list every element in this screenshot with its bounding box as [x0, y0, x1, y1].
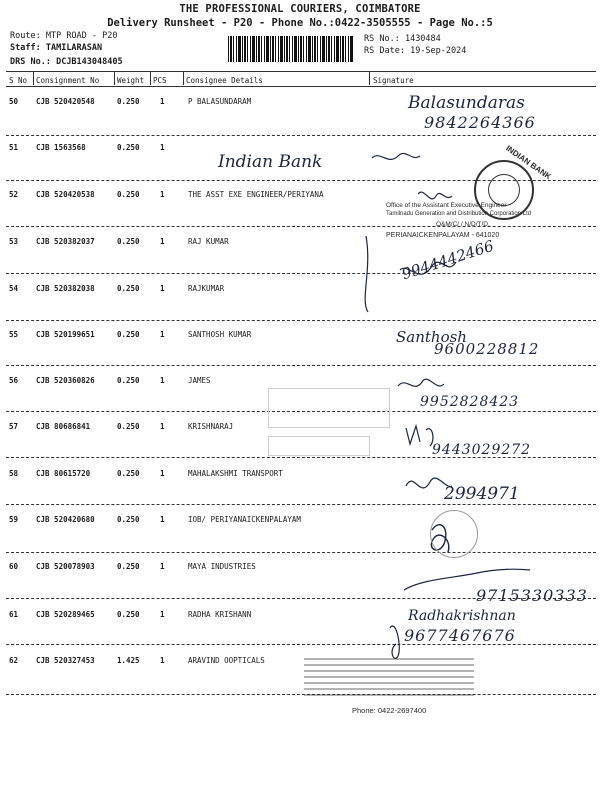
row-sno: 51 — [9, 143, 19, 152]
row-details: THE ASST EXE ENGINEER/PERIYANA — [188, 190, 324, 199]
signature-scribble — [398, 379, 444, 386]
row-consignment: CJB 80686841 — [36, 422, 91, 431]
row-sno: 52 — [9, 190, 19, 199]
row-pcs: 1 — [160, 656, 165, 665]
handwritten-phone: 2994971 — [444, 484, 520, 504]
row-pcs: 1 — [160, 330, 165, 339]
row-weight: 1.425 — [117, 656, 140, 665]
handwritten-phone: 9677467676 — [404, 626, 516, 645]
row-pcs: 1 — [160, 97, 165, 106]
row-details: MAYA INDUSTRIES — [188, 562, 256, 571]
row-details: RADHA KRISHANN — [188, 610, 252, 619]
aravind-stamp-line: Phone: 0422-2697400 — [352, 706, 427, 715]
row-consignment: CJB 520360826 — [36, 376, 95, 385]
row-sno: 59 — [9, 515, 19, 524]
row-sno: 57 — [9, 422, 19, 431]
col-header-details: Consignee Details — [186, 76, 263, 85]
signature-scribble — [400, 262, 456, 274]
row-consignment: CJB 80615720 — [36, 469, 91, 478]
row-weight: 0.250 — [117, 562, 140, 571]
handwritten-name: Balasundaras — [408, 93, 525, 113]
office-stamp-line: Tamilnadu Generation and Distribution Corporation Ltd — [386, 211, 532, 217]
handwritten-phone: 9842264366 — [424, 113, 536, 132]
row-pcs: 1 — [160, 143, 165, 152]
row-details: ARAVIND OOPTICALS — [188, 656, 265, 665]
handwritten-phone: 9715330333 — [476, 586, 588, 605]
col-header-signature: Signature — [373, 76, 414, 85]
round-stamp — [430, 510, 478, 558]
signature-scribble — [372, 153, 420, 159]
row-consignment: CJB 520327453 — [36, 656, 95, 665]
row-sno: 56 — [9, 376, 19, 385]
handwritten-note: Indian Bank — [218, 152, 323, 172]
row-sno: 53 — [9, 237, 19, 246]
signature-scribble — [406, 426, 433, 446]
row-pcs: 1 — [160, 422, 165, 431]
row-weight: 0.250 — [117, 143, 140, 152]
row-pcs: 1 — [160, 610, 165, 619]
row-consignment: CJB 520420548 — [36, 97, 95, 106]
handwritten-name: Santhosh — [396, 328, 467, 346]
row-sno: 60 — [9, 562, 19, 571]
row-weight: 0.250 — [117, 422, 140, 431]
rs-date-value: 19-Sep-2024 — [410, 46, 467, 56]
col-header-pcs: PCS — [153, 76, 167, 85]
row-sno: 50 — [9, 97, 19, 106]
row-weight: 0.250 — [117, 515, 140, 524]
drs-label: DRS No.: — [10, 57, 51, 67]
col-header-weight: Weight — [117, 76, 145, 85]
handwritten-phone: 9600228812 — [434, 340, 540, 358]
staff-value: TAMILARASAN — [45, 43, 103, 53]
row-consignment: CJB 520420680 — [36, 515, 95, 524]
row-details: JAMES — [188, 376, 211, 385]
row-weight: 0.250 — [117, 237, 140, 246]
row-consignment: CJB 520420538 — [36, 190, 95, 199]
row-weight: 0.250 — [117, 284, 140, 293]
row-details: RAJKUMAR — [188, 284, 225, 293]
row-sno: 54 — [9, 284, 19, 293]
handwritten-phone: 9443029272 — [432, 442, 532, 458]
row-pcs: 1 — [160, 237, 165, 246]
seal-label: INDIAN BANK — [504, 143, 553, 182]
row-details: P BALASUNDARAM — [188, 97, 252, 106]
row-weight: 0.250 — [117, 97, 140, 106]
row-pcs: 1 — [160, 562, 165, 571]
handwritten-phone: 9952828423 — [420, 394, 520, 410]
handwritten-name: Radhakrishnan — [408, 608, 516, 624]
row-consignment: CJB 520382038 — [36, 284, 95, 293]
row-details: IOB/ PERIYANAICKENPALAYAM — [188, 515, 301, 524]
signature-scribble — [404, 569, 530, 590]
row-consignment: CJB 520382037 — [36, 237, 95, 246]
row-pcs: 1 — [160, 469, 165, 478]
row-pcs: 1 — [160, 284, 165, 293]
signature-scribble — [406, 478, 452, 488]
route-label: Route: — [10, 31, 41, 41]
row-consignment: CJB 520199651 — [36, 330, 95, 339]
office-stamp-line: Office of the Assistant Executive Engineer — [386, 202, 507, 209]
row-sno: 61 — [9, 610, 19, 619]
signature-scribble — [390, 626, 399, 658]
signature-scribble — [418, 192, 452, 199]
col-header-sno: S No — [9, 76, 28, 85]
col-header-consignment: Consignment No — [36, 76, 100, 85]
row-sno: 62 — [9, 656, 19, 665]
row-sno: 55 — [9, 330, 19, 339]
staff-label: Staff: — [10, 43, 41, 53]
document-subtitle: Delivery Runsheet - P20 - Phone No.:0422-3505555 - Page No.:5 — [107, 17, 493, 29]
handwritten-phone: 9944442466 — [399, 236, 496, 284]
row-details: RAJ KUMAR — [188, 237, 229, 246]
signature-scribble — [365, 236, 368, 312]
row-pcs: 1 — [160, 190, 165, 199]
rs-no-label: RS No.: — [364, 34, 400, 44]
rs-no-value: 1430484 — [404, 34, 441, 44]
office-stamp-line: PERIANAICKENPALAYAM - 641020 — [386, 232, 500, 239]
row-weight: 0.250 — [117, 469, 140, 478]
row-consignment: CJB 520289465 — [36, 610, 95, 619]
office-stamp-line: O&M/C/ / N/D/T/D. — [436, 221, 490, 228]
route-value: MTP ROAD - P20 — [45, 31, 118, 41]
row-weight: 0.250 — [117, 376, 140, 385]
rs-date-label: RS Date: — [364, 46, 405, 56]
row-details: MAHALAKSHMI TRANSPORT — [188, 469, 283, 478]
row-weight: 0.250 — [117, 190, 140, 199]
row-pcs: 1 — [160, 376, 165, 385]
row-weight: 0.250 — [117, 330, 140, 339]
row-consignment: CJB 1563568 — [36, 143, 86, 152]
row-sno: 58 — [9, 469, 19, 478]
row-details: SANTHOSH KUMAR — [188, 330, 252, 339]
row-consignment: CJB 520078903 — [36, 562, 95, 571]
aravind-stamp-block — [304, 658, 474, 700]
row-weight: 0.250 — [117, 610, 140, 619]
document-title: THE PROFESSIONAL COURIERS, COIMBATORE — [179, 3, 421, 15]
row-details: KRISHNARAJ — [188, 422, 234, 431]
drs-value: DCJB143048405 — [56, 57, 123, 67]
row-pcs: 1 — [160, 515, 165, 524]
